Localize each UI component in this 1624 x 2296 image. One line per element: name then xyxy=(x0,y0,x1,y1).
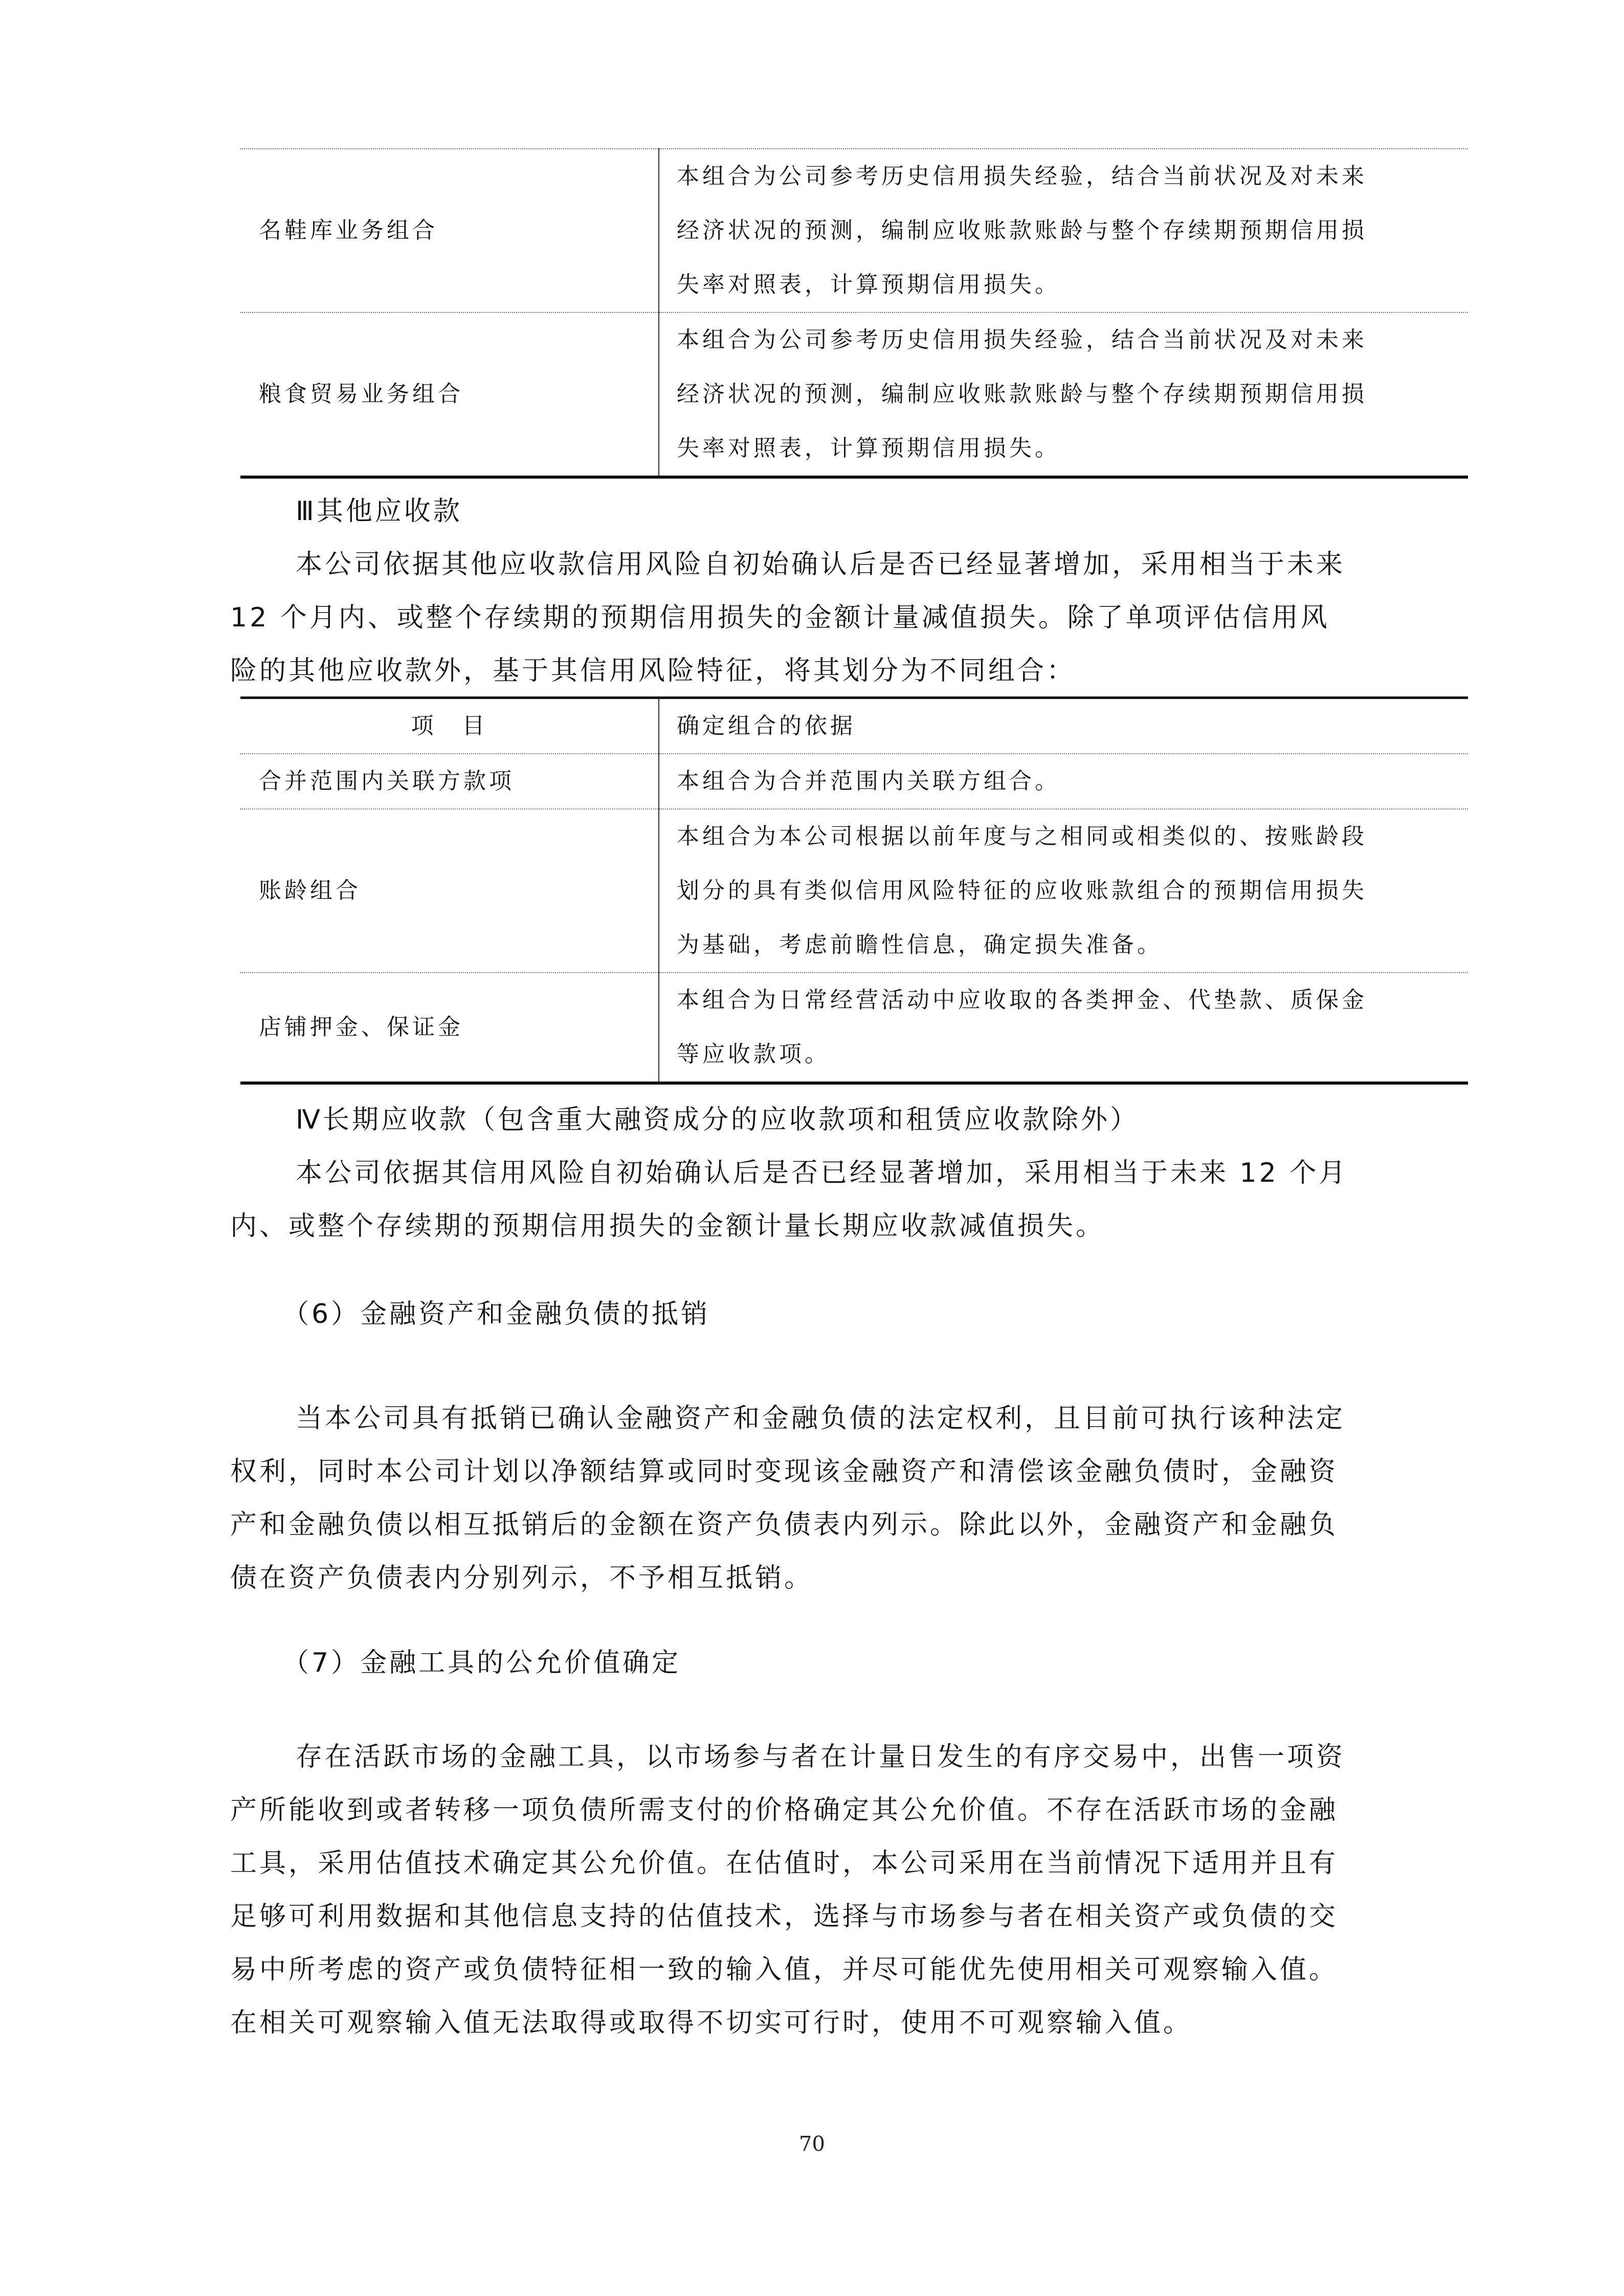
section-heading-fair-value: （7）金融工具的公允价值确定 xyxy=(282,1648,681,1678)
table-row xyxy=(240,973,1468,1083)
portfolio-name: 名鞋库业务组合 xyxy=(240,149,659,312)
portfolio-name: 店铺押金、保证金 xyxy=(240,973,659,1083)
table-row xyxy=(240,754,1468,809)
paragraph-other-receivables: 本公司依据其他应收款信用风险自初始确认后是否已经显著增加，采用相当于未来 12 个月内、或整个存续期的预期信用损失的金额计量减值损失。除了单项评估信用风 险的其他应收款外，基于其信用风险特征，将其划分为不同组合： xyxy=(230,549,1346,686)
portfolio-basis: 本组合为公司参考历史信用损失经验，结合当前状况及对未来 经济状况的预测，编制应收账款账龄与整个存续期预期信用损 失率对照表，计算预期信用损失。 xyxy=(659,149,1468,312)
table-row xyxy=(240,809,1468,973)
column-header-basis: 确定组合的依据 xyxy=(659,698,1468,754)
section-heading-other-receivables: Ⅲ其他应收款 xyxy=(296,496,462,527)
section-heading-long-term-receivables: Ⅳ长期应收款（包含重大融资成分的应收款项和租赁应收款除外） xyxy=(296,1105,1139,1135)
paragraph-long-term-receivables: 本公司依据其信用风险自初始确认后是否已经显著增加，采用相当于未来 12 个月 内、或整个存续期的预期信用损失的金额计量长期应收款减值损失。 xyxy=(230,1158,1348,1242)
table-row xyxy=(240,149,1468,312)
table-other-receivables-portfolio xyxy=(240,696,1468,1085)
table-row xyxy=(240,312,1468,477)
portfolio-basis: 本组合为日常经营活动中应收取的各类押金、代垫款、质保金 等应收款项。 xyxy=(659,973,1468,1083)
paragraph-offsetting: 当本公司具有抵销已确认金融资产和金融负债的法定权利，且目前可执行该种法定 权利，同时本公司计划以净额结算或同时变现该金融资产和清偿该金融负债时，金融资 产和金融负债以相互抵销后的金额在资产负债表内列示。除此以外，金融资产和金融负 债在资产负债表内分别列示，不予相互抵销。 xyxy=(230,1403,1346,1593)
portfolio-basis: 本组合为公司参考历史信用损失经验，结合当前状况及对未来 经济状况的预测，编制应收账款账龄与整个存续期预期信用损 失率对照表，计算预期信用损失。 xyxy=(659,312,1468,477)
portfolio-basis: 本组合为本公司根据以前年度与之相同或相类似的、按账龄段 划分的具有类似信用风险特征的应收账款组合的预期信用损失 为基础，考虑前瞻性信息，确定损失准备。 xyxy=(659,809,1468,973)
portfolio-name: 粮食贸易业务组合 xyxy=(240,312,659,477)
page-number: 70 xyxy=(799,2132,825,2156)
portfolio-basis: 本组合为合并范围内关联方组合。 xyxy=(659,754,1468,809)
section-heading-offsetting: （6）金融资产和金融负债的抵销 xyxy=(282,1299,710,1330)
table-portfolio-continued xyxy=(240,148,1468,479)
table-header-row xyxy=(240,698,1468,754)
paragraph-fair-value: 存在活跃市场的金融工具，以市场参与者在计量日发生的有序交易中，出售一项资 产所能收到或者转移一项负债所需支付的价格确定其公允价值。不存在活跃市场的金融 工具，采用估值技术确定其公允价值。在估值时，本公司采用在当前情况下适用并且有 足够可利用数据和其他信息支持的估值技术，选择与市场参与者在相关资产或负债的交 易中所考虑的资产或负债特征相一致的输入值，并尽可能优先使用相关可观察输入值。 在相关可观察输入值无法取得或取得不切实可行时，使用不可观察输入值。 xyxy=(230,1742,1346,2038)
portfolio-name: 账龄组合 xyxy=(240,809,659,973)
column-header-item: 项 目 xyxy=(240,698,659,754)
portfolio-name: 合并范围内关联方款项 xyxy=(240,754,659,809)
